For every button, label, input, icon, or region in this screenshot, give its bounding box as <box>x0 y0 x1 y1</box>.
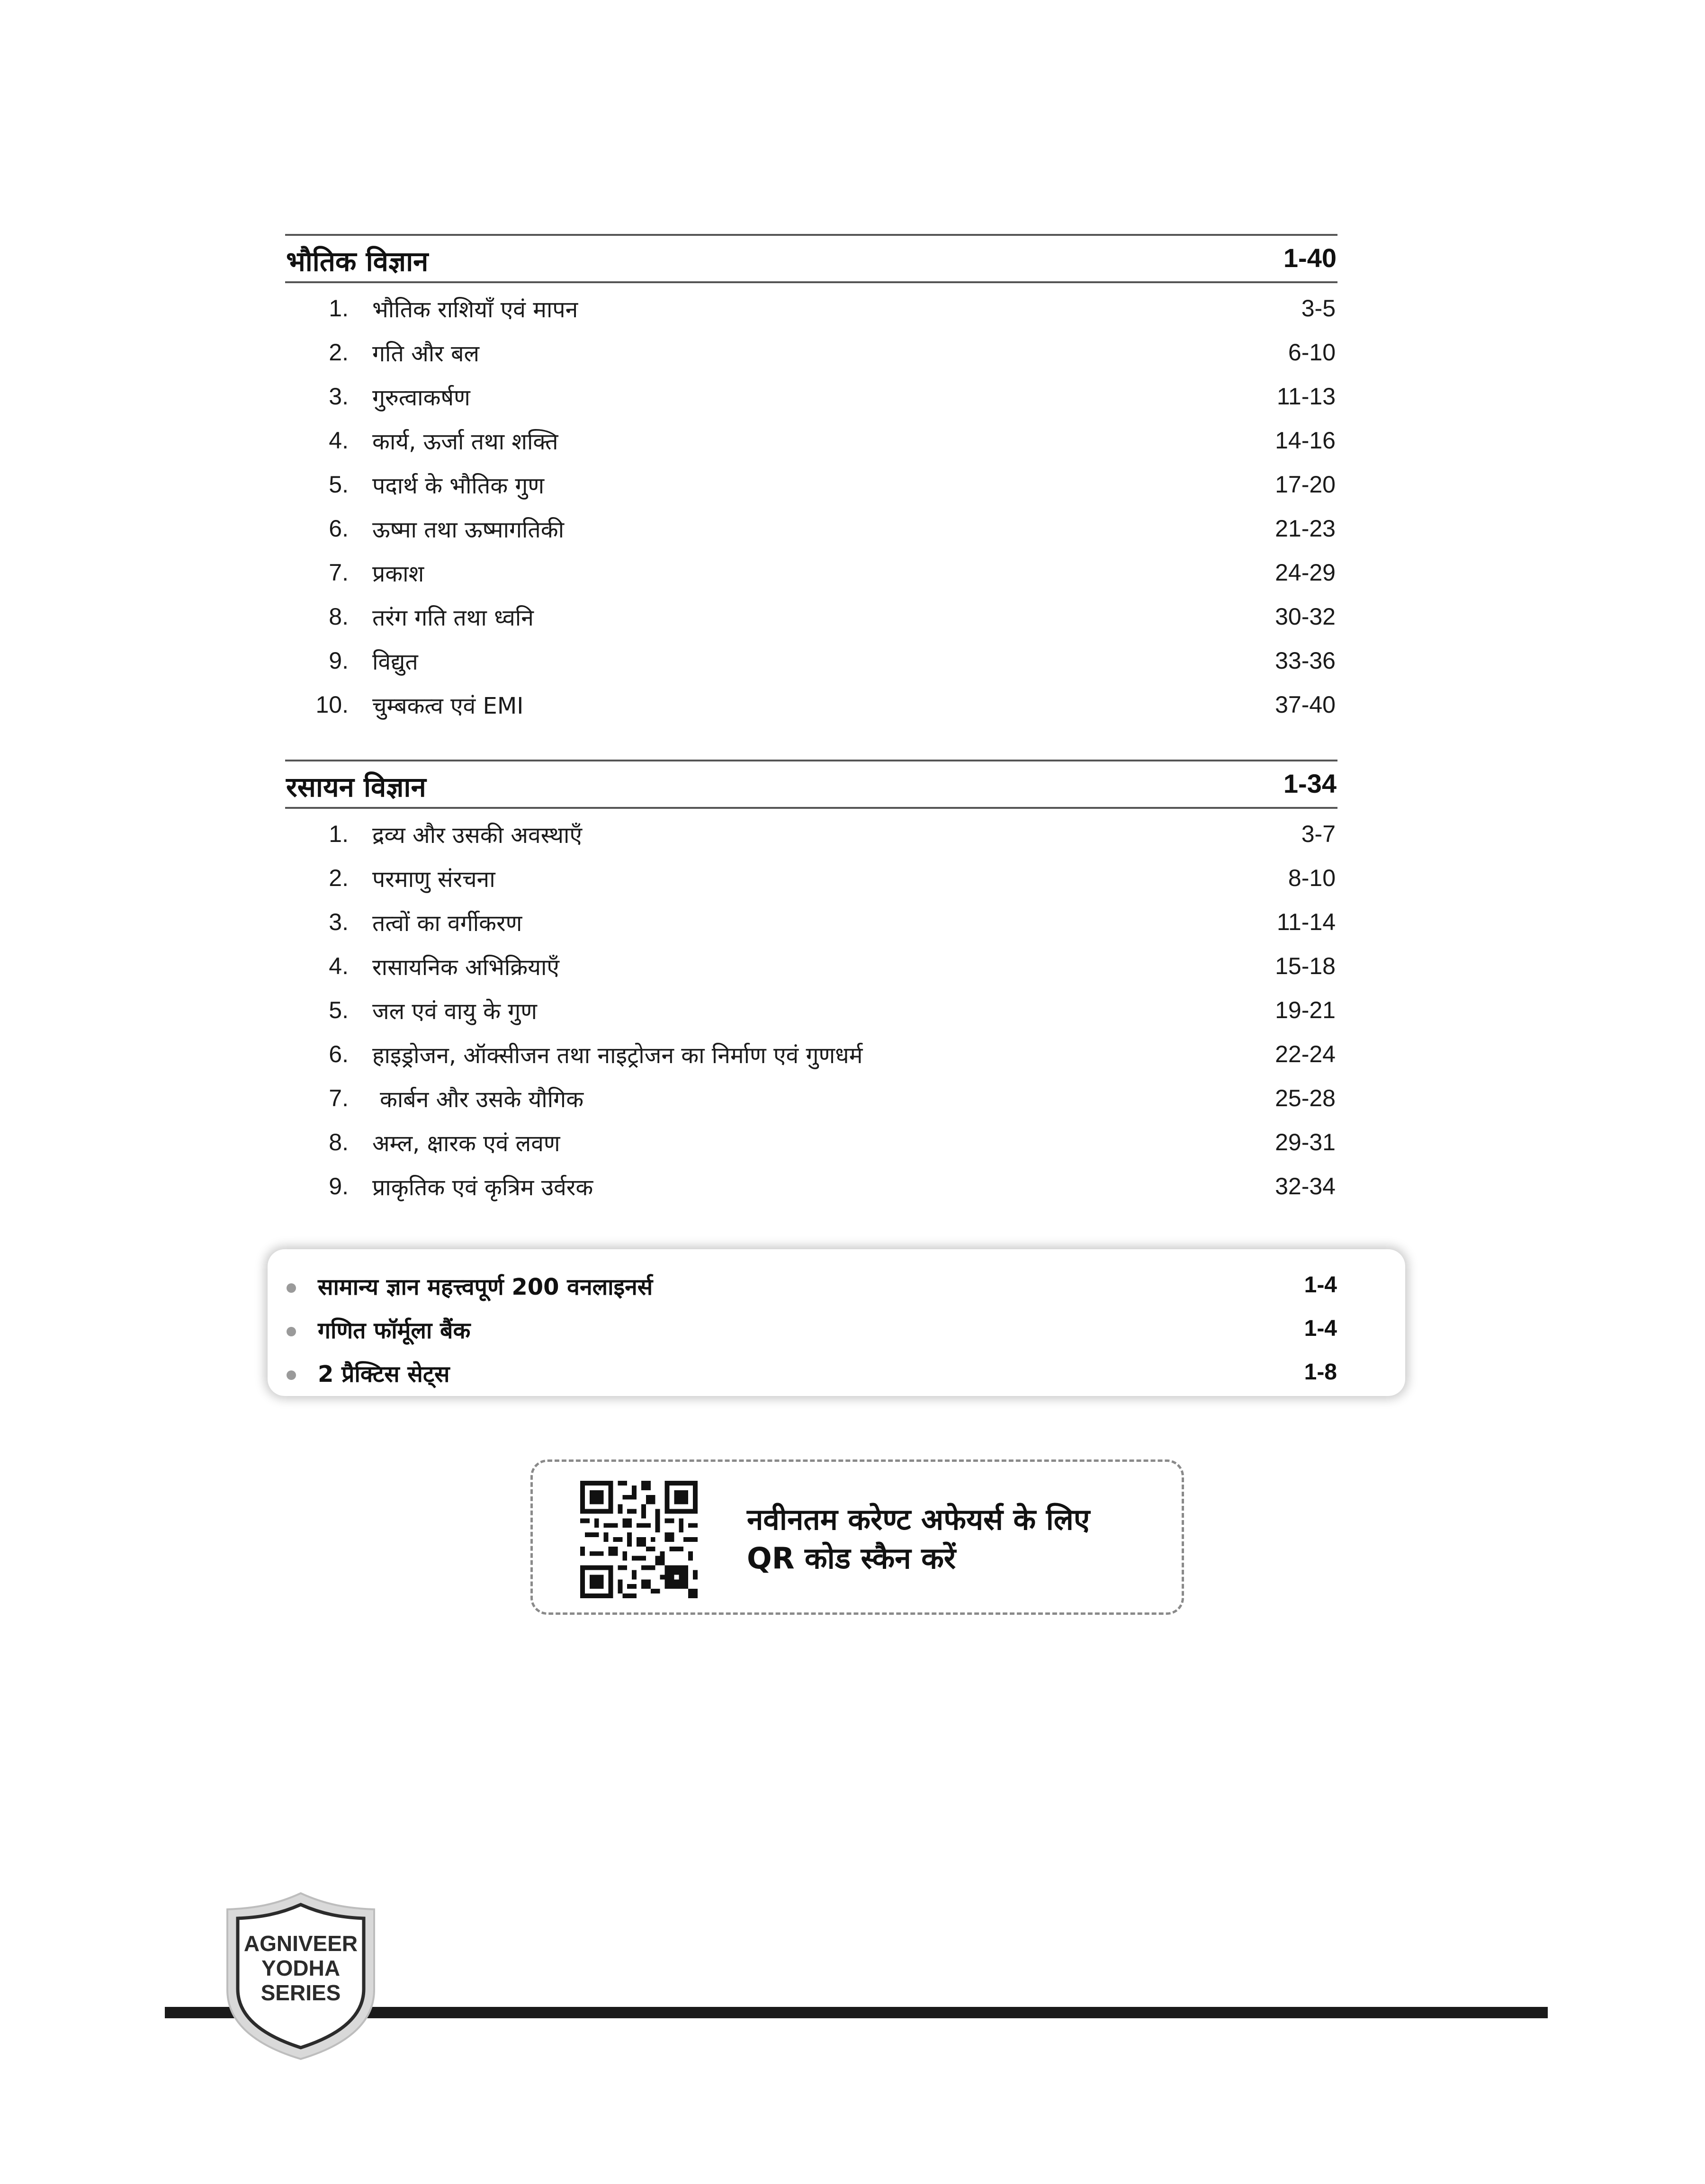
toc-label: पदार्थ के भौतिक गुण <box>372 473 545 499</box>
toc-pages: 32-34 <box>1275 1173 1336 1199</box>
toc-row[interactable] <box>285 600 1337 638</box>
chemistry-section <box>285 760 1337 1224</box>
toc-pages: 17-20 <box>1275 471 1336 498</box>
toc-row[interactable] <box>285 1126 1337 1164</box>
extras-pages: 1-8 <box>1304 1360 1337 1385</box>
toc-number: 7. <box>329 1085 349 1111</box>
toc-pages: 3-7 <box>1301 821 1336 847</box>
toc-pages: 6-10 <box>1288 339 1336 366</box>
toc-number: 4. <box>329 427 349 454</box>
toc-number: 1. <box>329 821 349 847</box>
qr-callout-line1: नवीनतम करेण्ट अफेयर्स के लिए <box>747 1502 1090 1537</box>
toc-row[interactable] <box>285 380 1337 418</box>
extras-item[interactable] <box>268 1266 1405 1309</box>
qr-callout-box <box>530 1459 1184 1615</box>
toc-pages: 19-21 <box>1275 997 1336 1023</box>
toc-label: चुम्बकत्व एवं EMI <box>372 693 524 719</box>
toc-number: 6. <box>329 515 349 542</box>
toc-row[interactable] <box>285 861 1337 899</box>
extras-label: सामान्य ज्ञान महत्त्वपूर्ण 200 वनलाइनर्स <box>318 1274 653 1300</box>
toc-label: प्रकाश <box>372 561 424 587</box>
extras-pages: 1-4 <box>1304 1272 1337 1298</box>
toc-row[interactable] <box>285 424 1337 462</box>
qr-code-icon[interactable] <box>580 1481 698 1598</box>
toc-label: जल एवं वायु के गुण <box>372 998 537 1025</box>
toc-pages: 30-32 <box>1275 603 1336 630</box>
toc-row[interactable] <box>285 994 1337 1031</box>
toc-label: प्राकृतिक एवं कृत्रिम उर्वरक <box>372 1174 593 1201</box>
extras-box <box>268 1249 1405 1396</box>
toc-label: कार्य, ऊर्जा तथा शक्ति <box>372 429 558 455</box>
toc-pages: 15-18 <box>1275 953 1336 979</box>
toc-number: 2. <box>329 339 349 366</box>
toc-row[interactable] <box>285 905 1337 943</box>
toc-label: ऊष्मा तथा ऊष्मागतिकी <box>372 517 565 543</box>
toc-label: गति और बल <box>372 340 480 367</box>
toc-number: 8. <box>329 1129 349 1155</box>
toc-pages: 11-14 <box>1276 909 1336 935</box>
toc-label: हाइड्रोजन, ऑक्सीजन तथा नाइट्रोजन का निर्माण एवं गुणधर्म <box>372 1042 863 1069</box>
toc-row[interactable] <box>285 817 1337 855</box>
toc-row[interactable] <box>285 1038 1337 1075</box>
badge-line1: AGNIVEER <box>243 1931 358 1956</box>
toc-number: 9. <box>329 1173 349 1199</box>
toc-label: भौतिक राशियाँ एवं मापन <box>372 296 578 323</box>
toc-label: तत्वों का वर्गीकरण <box>372 910 522 937</box>
toc-row[interactable] <box>285 512 1337 550</box>
toc-pages: 8-10 <box>1288 865 1336 891</box>
toc-label: द्रव्य और उसकी अवस्थाएँ <box>372 822 583 849</box>
toc-label: परमाणु संरचना <box>372 866 495 893</box>
extras-pages: 1-4 <box>1304 1316 1337 1341</box>
toc-label: कार्बन और उसके यौगिक <box>380 1086 584 1113</box>
physics-section-range: 1-40 <box>1283 243 1337 273</box>
toc-label: रासायनिक अभिक्रियाएँ <box>372 954 559 981</box>
toc-number: 7. <box>329 559 349 586</box>
toc-pages: 11-13 <box>1276 383 1336 410</box>
toc-row[interactable] <box>285 1082 1337 1119</box>
toc-number: 4. <box>329 953 349 979</box>
toc-row[interactable] <box>285 644 1337 682</box>
toc-pages: 3-5 <box>1301 295 1336 322</box>
toc-label: तरंग गति तथा ध्वनि <box>372 605 534 631</box>
toc-pages: 29-31 <box>1275 1129 1336 1155</box>
toc-row[interactable] <box>285 292 1337 330</box>
toc-pages: 33-36 <box>1275 647 1336 674</box>
toc-pages: 14-16 <box>1275 427 1336 454</box>
toc-number: 3. <box>329 909 349 935</box>
extras-item[interactable] <box>268 1310 1405 1352</box>
toc-number: 2. <box>329 865 349 891</box>
toc-pages: 24-29 <box>1275 559 1336 586</box>
toc-number: 6. <box>329 1041 349 1067</box>
toc-number: 5. <box>329 471 349 498</box>
toc-row[interactable] <box>285 688 1337 726</box>
toc-row[interactable] <box>285 556 1337 594</box>
toc-number: 9. <box>329 647 349 674</box>
physics-section <box>285 234 1337 736</box>
extras-label: गणित फॉर्मूला बैंक <box>318 1317 471 1344</box>
badge-line3: SERIES <box>260 1980 341 2005</box>
toc-pages: 21-23 <box>1275 515 1336 542</box>
toc-pages: 37-40 <box>1275 691 1336 718</box>
extras-item[interactable] <box>268 1353 1405 1396</box>
toc-pages: 22-24 <box>1275 1041 1336 1067</box>
toc-row[interactable] <box>285 1170 1337 1208</box>
toc-number: 8. <box>329 603 349 630</box>
badge-line2: YODHA <box>261 1956 341 1980</box>
chemistry-section-header <box>285 760 1337 809</box>
chemistry-section-title: रसायन विज्ञान <box>286 771 426 803</box>
bullet-icon <box>287 1327 296 1336</box>
toc-pages: 25-28 <box>1275 1085 1336 1111</box>
physics-section-header <box>285 234 1337 283</box>
agniveer-shield-logo <box>224 1890 378 2062</box>
toc-row[interactable] <box>285 468 1337 506</box>
physics-section-title: भौतिक विज्ञान <box>286 245 429 277</box>
bullet-icon <box>287 1370 296 1380</box>
qr-callout-line2: QR कोड स्कैन करें <box>747 1541 956 1575</box>
toc-label: विद्युत <box>372 649 418 675</box>
chemistry-section-range: 1-34 <box>1283 769 1337 798</box>
toc-number: 1. <box>329 295 349 322</box>
toc-label: गुरुत्वाकर्षण <box>372 385 470 411</box>
toc-label: अम्ल, क्षारक एवं लवण <box>372 1130 560 1157</box>
toc-row[interactable] <box>285 336 1337 374</box>
bullet-icon <box>287 1283 296 1293</box>
toc-number: 5. <box>329 997 349 1023</box>
toc-number: 3. <box>329 383 349 410</box>
toc-number: 10. <box>315 691 349 718</box>
toc-row[interactable] <box>285 949 1337 987</box>
extras-label: 2 प्रैक्टिस सेट्स <box>318 1361 450 1387</box>
